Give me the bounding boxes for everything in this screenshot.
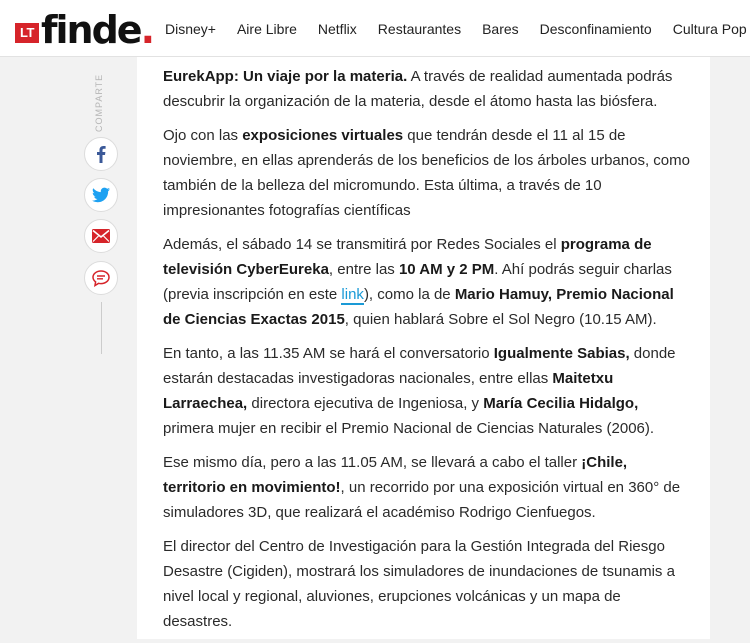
paragraph-taller: Ese mismo día, pero a las 11.05 AM, se llevará a cabo el taller ¡Chile, territorio en movimiento!, un recorrido por una exposición virtual en 360° de simuladores 3D, que realizará el académiso Rodrigo Cienfuegos. — [163, 454, 681, 521]
comment-share-button[interactable] — [84, 261, 118, 295]
inscription-link[interactable]: link — [341, 286, 364, 303]
comment-icon — [92, 270, 110, 287]
twitter-icon — [92, 187, 110, 203]
nav-item-bares[interactable]: Bares — [482, 20, 519, 37]
article-body — [163, 64, 693, 643]
paragraph-exposiciones: Ojo con las exposiciones virtuales que tendrán desde el 11 al 15 de noviembre, en ellas aprenderás de los beneficios de los árboles urbanos, como también de la belleza del micromundo. Esta última, a través de 10 impresionantes fotografías científicas — [163, 127, 690, 219]
nav-item-restaurantes[interactable]: Restaurantes — [377, 20, 462, 37]
share-rail — [84, 72, 120, 362]
nav-item-desconfinamiento[interactable]: Desconfinamiento — [539, 20, 652, 37]
paragraph-cigiden: El director del Centro de Investigación para la Gestión Integrada del Riesgo Desastre (Cigiden), mostrará los simuladores de inundaciones de tsunamis a nivel local y regional, aluviones, erupciones volcánicas y un mapa de desastres. — [163, 538, 675, 630]
facebook-icon — [93, 145, 109, 163]
share-label: COMPARTE — [94, 73, 104, 133]
paragraph-igualmente-sabias: En tanto, a las 11.35 AM se hará el conversatorio Igualmente Sabias, donde estarán destacadas investigadoras nacionales, entre ellas Maitetxu Larraechea, directora ejecutiva de Ingeniosa, y María Cecilia Hidalgo, primera mujer en recibir el Premio Nacional de Ciencias Naturales (2006). — [163, 345, 676, 437]
logo-badge: LT — [15, 23, 39, 43]
nav-item-aire-libre[interactable]: Aire Libre — [236, 20, 297, 37]
facebook-share-button[interactable] — [84, 137, 118, 171]
nav-item-netflix[interactable]: Netflix — [317, 20, 357, 37]
nav-item-disney[interactable]: Disney+ — [165, 20, 216, 37]
nav-item-cultura-pop[interactable]: Cultura Pop — [672, 20, 747, 37]
logo-wordmark: finde. — [41, 8, 154, 52]
share-divider — [101, 302, 102, 354]
article-card — [137, 57, 710, 639]
paragraph-eurekapp: EurekApp: Un viaje por la materia. A través de realidad aumentada podrás descubrir la organización de la materia, desde el átomo hasta las biósfera. — [163, 68, 673, 110]
mail-icon — [92, 229, 110, 243]
twitter-share-button[interactable] — [84, 178, 118, 212]
site-logo[interactable] — [15, 8, 154, 52]
main-nav — [165, 0, 750, 57]
site-header — [0, 0, 750, 57]
mail-share-button[interactable] — [84, 219, 118, 253]
paragraph-cybereureka: Además, el sábado 14 se transmitirá por Redes Sociales el programa de televisión CyberEureka, entre las 10 AM y 2 PM. Ahí podrás seguir charlas (previa inscripción en este link), como la de Mario Hamuy, Premio Nacional de Ciencias Exactas 2015, quien hablará Sobre el Sol Negro (10.15 AM). — [163, 236, 674, 328]
